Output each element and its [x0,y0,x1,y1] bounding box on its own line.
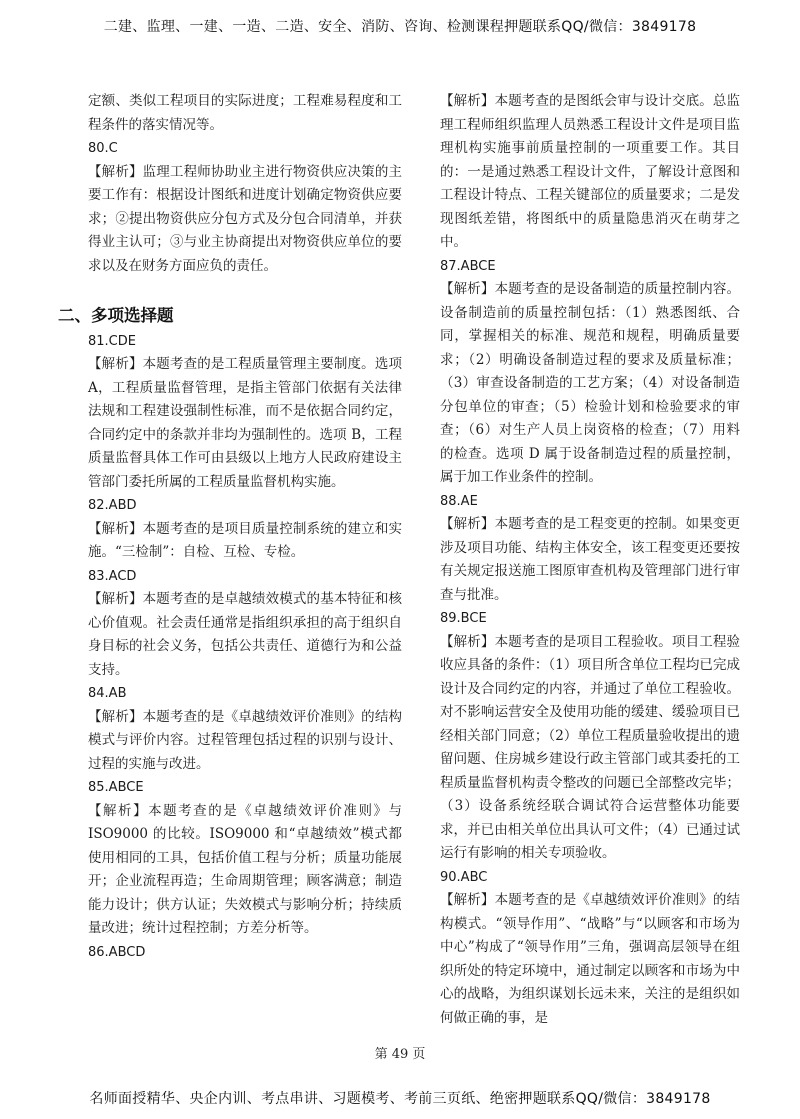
answer-82: 82.ABD [88,498,137,513]
left-column [58,90,402,964]
section-title: 二、多项选择题 [58,306,174,325]
answer-84: 84.AB [88,686,127,701]
analysis-80: 【解析】监理工程师协助业主进行物资供应决策的主要工作有：根据设计图纸和进度计划确定物资供应要求；②提出物资供应分包方式及分包合同清单，并获得业主认可；③与业主协商提出对物资供应单位的要求以及在财务方面应负的责任。 [88,163,402,274]
analysis-87: 【解析】本题考查的是设备制造的质量控制内容。设备制造前的质量控制包括：（1）熟悉图纸、合同，掌握相关的标准、规范和规程，明确质量要求；（2）明确设备制造过程的要求及质量标准；（3）审查设备制造的工艺方案；（4）对设备制造分包单位的审查；（5）检验计划和检验要求的审查；（6）对生产人员上岗资格的检查；（7）用料的检查。选项 D 属于设备制造过程的质量控制，属于加工作业条件的控制。 [440,281,740,485]
answer-80: 80.C [88,141,118,156]
answer-89: 89.BCE [440,611,487,626]
answer-86: 86.ABCD [88,944,146,960]
analysis-88: 【解析】本题考查的是工程变更的控制。如果变更涉及项目功能、结构主体安全，该工程变更还要按有关规定报送施工图原审查机构及管理部门进行审查与批准。 [440,516,740,603]
answer-81: 81.CDE [88,333,136,349]
answer-83: 83.ACD [88,568,137,584]
page-footer: 名师面授精华、央企内训、考点串讲、习题模考、考前三页纸、绝密押题联系QQ/微信：3849178 [89,1091,711,1107]
answer-85: 85.ABCE [88,780,144,795]
page-number: 第 49 页 [374,1047,426,1062]
analysis-83: 【解析】本题考查的是卓越绩效模式的基本特征和核心价值观。社会责任通常是指组织承担的高于组织自身目标的社会义务，包括公共责任、道德行为和公益支持。 [88,591,402,678]
answer-90: 90.ABC [440,869,488,885]
analysis-85: 【解析】本题考查的是《卓越绩效评价准则》与 ISO9000 的比较。ISO9000 和“卓越绩效”模式都使用相同的工具，包括价值工程与分析；质量功能展开；企业流程再造；生命周期管理；顾客满意；制造能力设计；供方认证；失效模式与影响分析；持续质量改进；统计过程控制；方差分析等。 [88,802,402,936]
answer-87: 87.ABCE [440,258,496,274]
analysis-90: 【解析】本题考查的是《卓越绩效评价准则》的结构模式。“领导作用”、“战略”与“以顾客和市场为中心”构成了“领导作用”三角，强调高层领导在组织所处的特定环境中，通过制定以顾客和市场为中心的战略，为组织谋划长远未来，关注的是组织如何做正确的事，是 [440,892,740,1026]
page-header: 二建、监理、一建、一造、二造、安全、消防、咨询、检测课程押题联系QQ/微信：3849178 [103,19,697,35]
right-column [422,90,740,1030]
analysis-84: 【解析】本题考查的是《卓越绩效评价准则》的结构模式与评价内容。过程管理包括过程的识别与设计、过程的实施与改进。 [88,708,402,772]
analysis-82: 【解析】本题考查的是项目质量控制系统的建立和实施。“三检制”：自检、互检、专检。 [88,520,402,560]
analysis-86: 【解析】本题考查的是图纸会审与设计交底。总监理工程师组织监理人员熟悉工程设计文件是项目监理机构实施事前质量控制的一项重要工作。其目的：一是通过熟悉工程设计文件，了解设计意图和工程设计特点、工程关键部位的质量要求；二是发现图纸差错，将图纸中的质量隐患消灭在萌芽之中。 [440,93,740,250]
answer-88: 88.AE [440,493,478,509]
analysis-81: 【解析】本题考查的是工程质量管理主要制度。选项 A，工程质量监督管理，是指主管部门依据有关法律法规和工程建设强制性标准，而不是依据合同约定，合同约定中的条款并非均为强制性的。选项 B，工程质量监督具体工作可由县级以上地方人民政府建设主管部门委托所属的工程质量监督机构实施。 [88,356,402,490]
analysis-89: 【解析】本题考查的是项目工程验收。项目工程验收应具备的条件：（1）项目所含单位工程均已完成设计及合同约定的内容，并通过了单位工程验收。对不影响运营安全及使用功能的缓建、缓验项目已经相关部门同意；（2）单位工程质量验收提出的遗留问题、住房城乡建设行政主管部门或其委托的工程质量监督机构责令整改的问题已全部整改完毕；（3）设备系统经联合调试符合运营整体功能要求，并已由相关单位出具认可文件；（4）已通过试运行有影响的相关专项验收。 [440,633,740,861]
continuation-text: 定额、类似工程项目的实际进度；工程难易程度和工程条件的落实情况等。 [88,93,402,133]
